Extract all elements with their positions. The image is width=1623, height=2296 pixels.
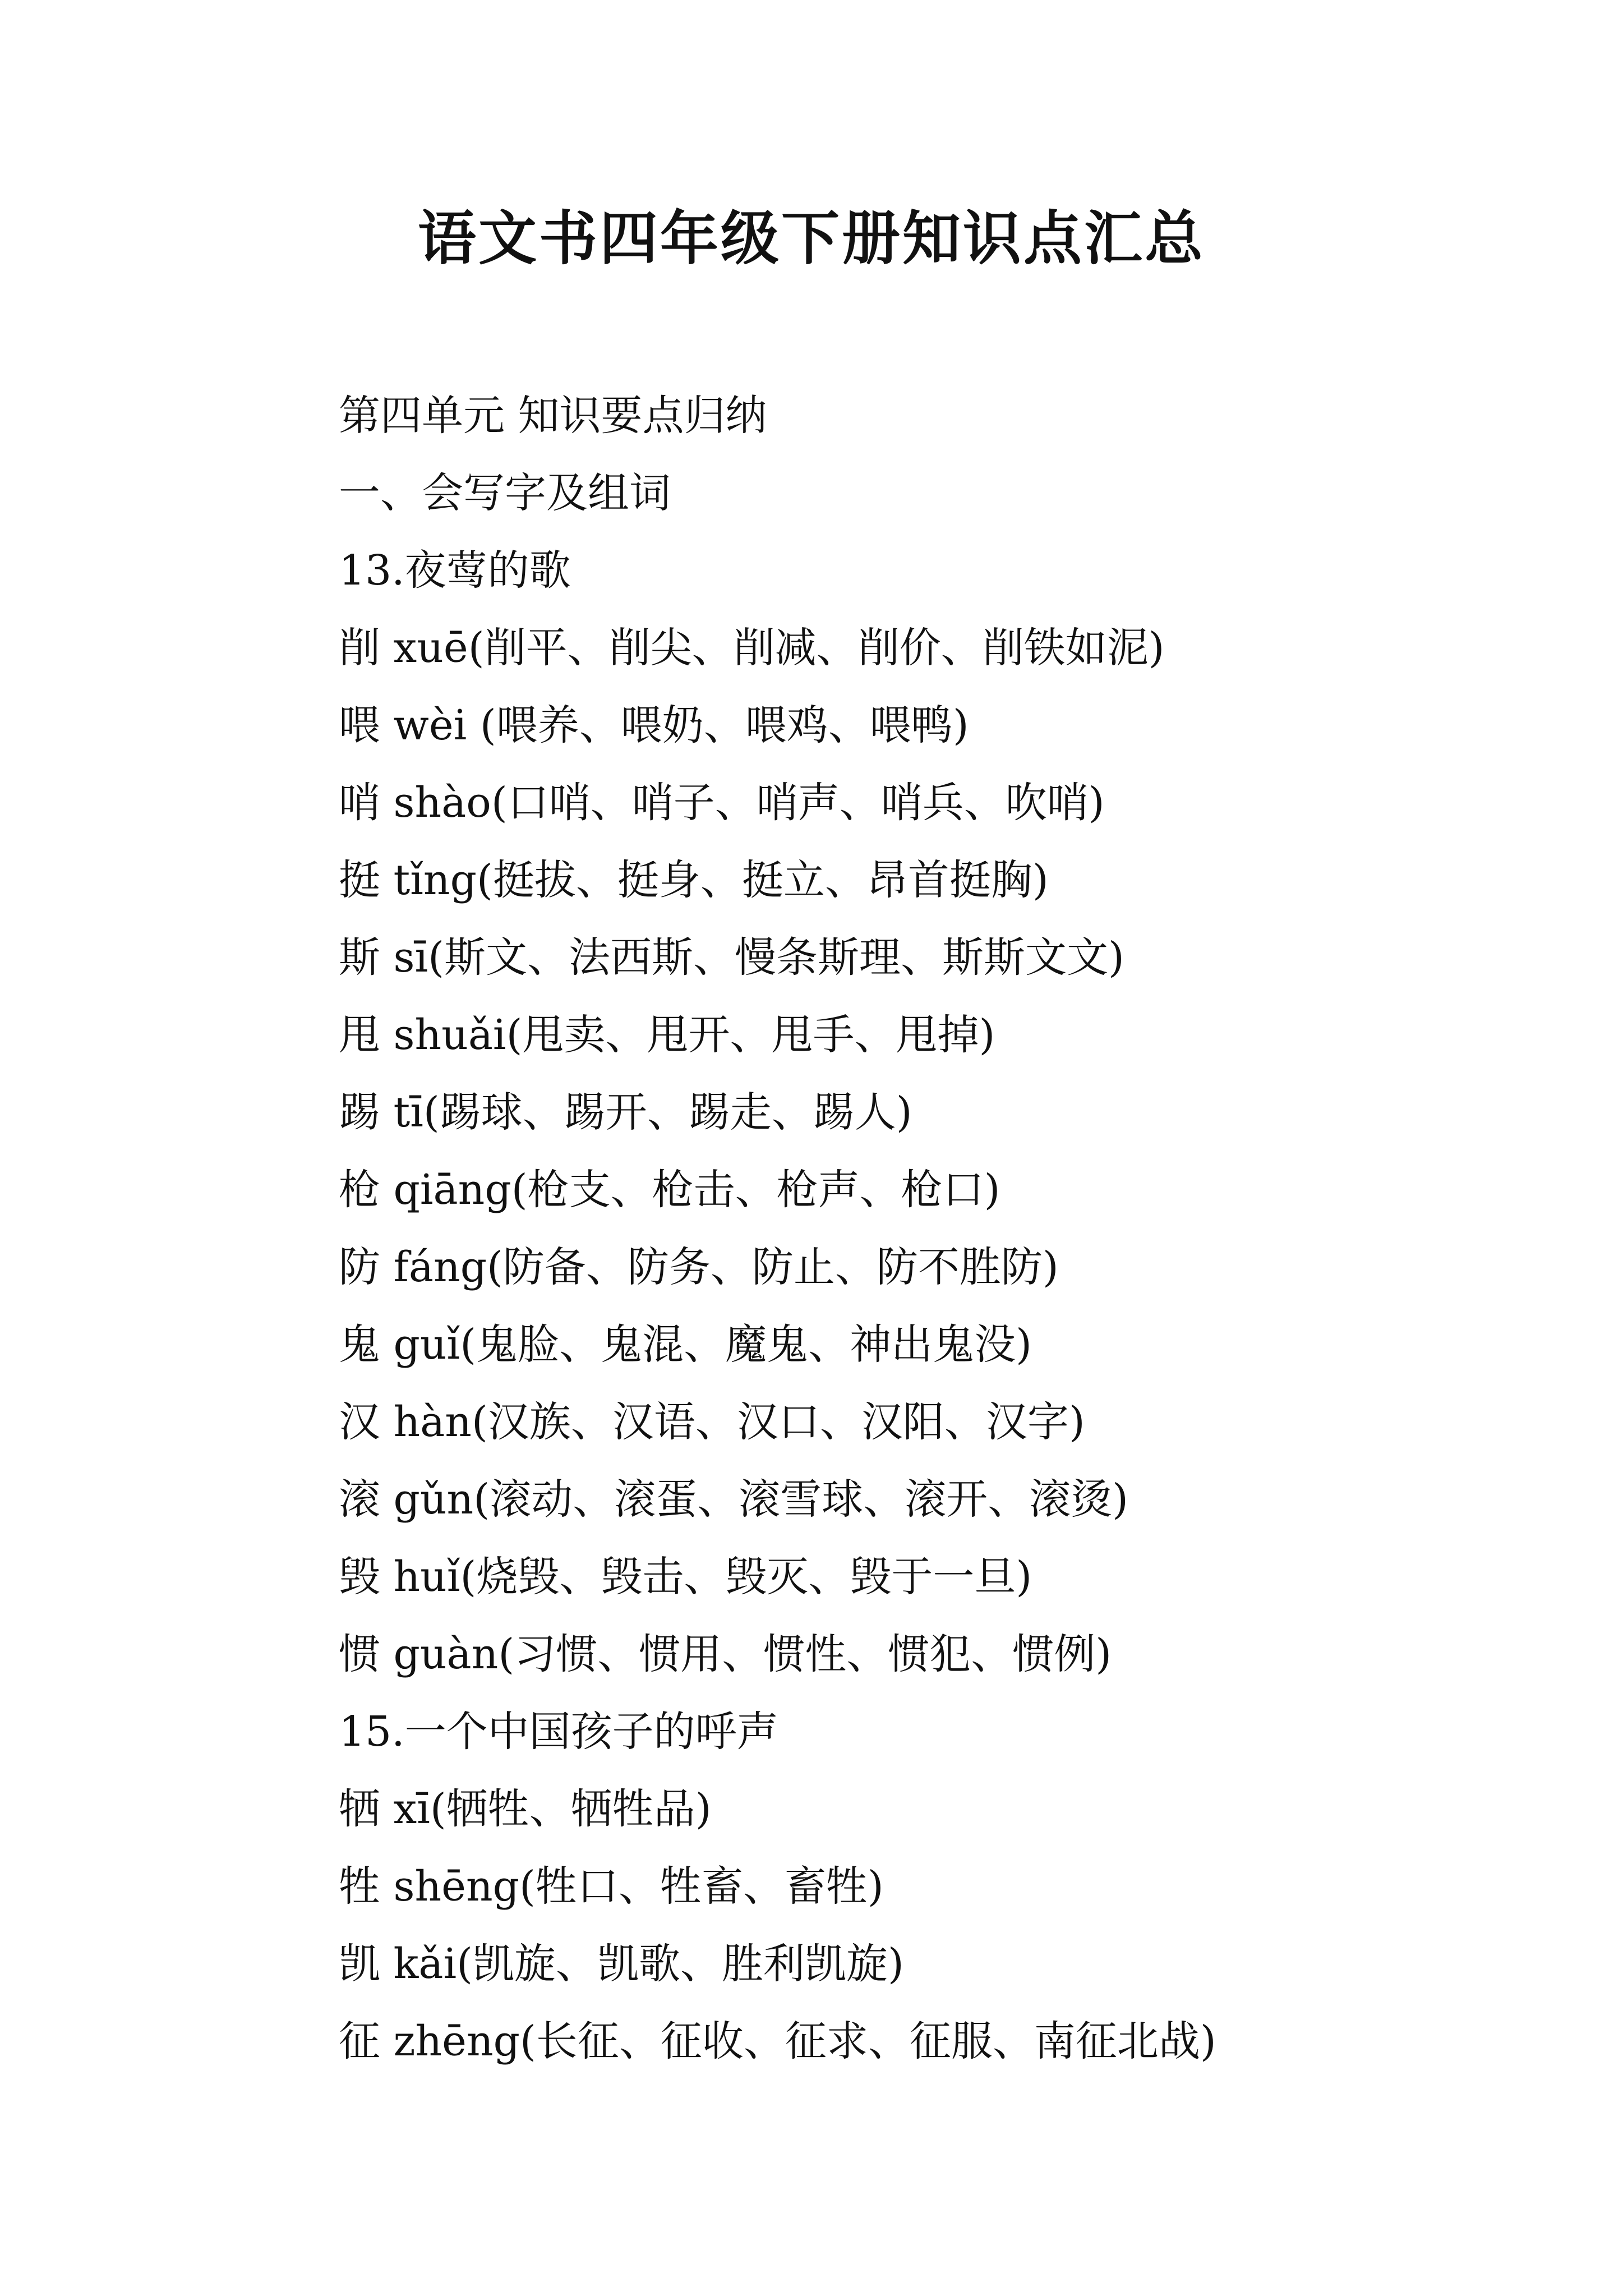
unit-heading: 第四单元 知识要点归纳 (339, 392, 767, 440)
lesson-heading: 15.一个中国孩子的呼声 (339, 1708, 778, 1756)
vocab-entry: 枪 qiāng(枪支、枪击、枪声、枪口) (339, 1166, 1000, 1214)
vocab-entry: 汉 hàn(汉族、汉语、汉口、汉阳、汉字) (339, 1398, 1085, 1446)
document-title: 语文书四年级下册知识点汇总 (417, 204, 1205, 273)
vocab-entry: 斯 sī(斯文、法西斯、慢条斯理、斯斯文文) (339, 933, 1124, 982)
vocab-entry: 踢 tī(踢球、踢开、踢走、踢人) (339, 1088, 912, 1137)
vocab-entry: 削 xuē(削平、削尖、削减、削价、削铁如泥) (339, 624, 1165, 672)
vocab-entry: 哨 shào(口哨、哨子、哨声、哨兵、吹哨) (339, 779, 1105, 827)
vocab-entry: 牲 shēng(牲口、牲畜、畜牲) (339, 1862, 884, 1911)
section-heading: 一、会写字及组词 (339, 469, 671, 517)
vocab-entry: 凯 kǎi(凯旋、凯歌、胜利凯旋) (339, 1940, 904, 1988)
vocab-entry: 挺 tǐng(挺拔、挺身、挺立、昂首挺胸) (339, 856, 1049, 904)
vocab-entry: 牺 xī(牺牲、牺牲品) (339, 1785, 712, 1833)
lesson-heading: 13.夜莺的歌 (339, 546, 571, 595)
vocab-entry: 征 zhēng(长征、征收、征求、征服、南征北战) (339, 2017, 1216, 2065)
vocab-entry: 甩 shuǎi(甩卖、甩开、甩手、甩掉) (339, 1011, 995, 1059)
vocab-entry: 鬼 guǐ(鬼脸、鬼混、魔鬼、神出鬼没) (339, 1320, 1032, 1369)
vocab-entry: 毁 huǐ(烧毁、毁击、毁灭、毁于一旦) (339, 1553, 1032, 1601)
vocab-entry: 喂 wèi (喂养、喂奶、喂鸡、喂鸭) (339, 701, 969, 749)
document-body (339, 377, 1516, 2080)
vocab-entry: 惯 guàn(习惯、惯用、惯性、惯犯、惯例) (339, 1630, 1112, 1678)
vocab-entry: 滚 gǔn(滚动、滚蛋、滚雪球、滚开、滚烫) (339, 1475, 1128, 1524)
vocab-entry: 防 fáng(防备、防务、防止、防不胜防) (339, 1243, 1059, 1291)
